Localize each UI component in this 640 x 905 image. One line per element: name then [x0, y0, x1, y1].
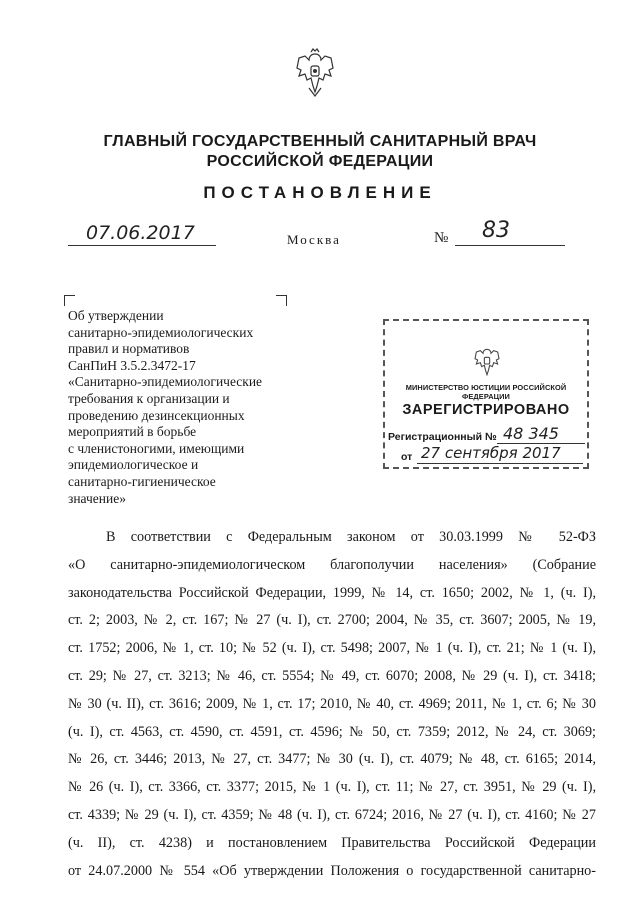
- body-line: ст. 1752; 2006, № 1, ст. 10; № 52 (ч. I), ст. 5498; 2007, № 1 (ч. I), ст. 21; № 1 (ч. I),: [68, 640, 596, 657]
- number-underline: [455, 245, 565, 246]
- stamp-reg-number: 48 345: [503, 424, 559, 443]
- subject-line: проведению дезинсекционных: [68, 407, 245, 423]
- subject-block: [68, 308, 308, 507]
- subject-line: санитарно-гигиеническое: [68, 473, 216, 489]
- body-line: «О санитарно-эпидемиологическом благополучии населения» (Собрание: [68, 556, 596, 573]
- stamp-date-underline: [417, 463, 583, 464]
- subject-line: значение»: [68, 490, 126, 506]
- body-line: ст. 4339; № 29 (ч. I), ст. 4359; № 48 (ч. I), ст. 6724; 2016, № 27 (ч. I), ст. 4160; № 27: [68, 806, 596, 823]
- body-text: [68, 524, 596, 885]
- subject-line: требования к организации и: [68, 390, 230, 406]
- number-sign: №: [434, 230, 449, 246]
- body-line: № 26, ст. 3446; 2013, № 27, ст. 3477; № 30 (ч. I), ст. 4079; № 48, ст. 6165; 2014,: [68, 751, 596, 768]
- registration-stamp: [383, 319, 589, 469]
- body-line: № 26 (ч. I), ст. 3366, ст. 3377; 2015, № 1 (ч. I), ст. 11; № 27, ст. 3951, № 29 (ч. I),: [68, 779, 596, 796]
- document-date: 07.06.2017: [86, 222, 195, 244]
- subject-line: правил и нормативов: [68, 341, 190, 357]
- stamp-registered: ЗАРЕГИСТРИРОВАНО: [402, 402, 570, 418]
- body-line: ст. 2; 2003, № 2, ст. 167; № 27 (ч. I), ст. 2700; 2004, № 35, ст. 3607; 2005, № 19,: [68, 612, 596, 629]
- body-line: ст. 29; № 27, ст. 3213; № 46, ст. 5554; № 49, ст. 6070; 2008, № 29 (ч. I), ст. 3418;: [68, 667, 596, 684]
- subject-line: «Санитарно-эпидемиологические: [68, 374, 263, 390]
- subject-line: мероприятий в борьбе: [68, 424, 197, 440]
- body-line: законодательства Российской Федерации, 1999, № 14, ст. 1650; 2002, № 1, (ч. I),: [68, 584, 596, 601]
- authority-title-line2: РОССИЙСКОЙ ФЕДЕРАЦИИ: [206, 153, 434, 170]
- stamp-emblem-icon: [471, 345, 503, 379]
- body-line: от 24.07.2000 № 554 «Об утверждении Положения о государственной санитарно-: [68, 862, 596, 879]
- subject-line: эпидемиологическое и: [68, 457, 199, 473]
- body-line: № 30 (ч. II), ст. 3616; 2009, № 1, ст. 17; 2010, № 40, ст. 4969; 2011, № 1, ст. 6; № 30: [68, 695, 596, 712]
- document-type: ПОСТАНОВЛЕНИЕ: [203, 183, 437, 202]
- stamp-reg-label: Регистрационный №: [388, 431, 497, 443]
- body-line: (ч. I), ст. 4563, ст. 4590, ст. 4591, ст. 4596; № 50, ст. 7359; 2012, № 24, ст. 3069;: [68, 723, 596, 740]
- body-line: (ч. II), ст. 4238) и постановлением Правительства Российской Федерации: [68, 834, 596, 851]
- subject-bracket-right: [276, 295, 287, 306]
- stamp-reg-date: 27 сентября 2017: [421, 444, 561, 462]
- subject-line: с членистоногими, имеющими: [68, 440, 245, 456]
- body-line: В соответствии с Федеральным законом от 30.03.1999 № 52-ФЗ: [106, 529, 596, 545]
- subject-bracket-left: [64, 295, 75, 306]
- date-underline: [68, 245, 216, 246]
- subject-line: Об утверждении: [68, 308, 164, 323]
- document-city: Москва: [287, 232, 341, 247]
- authority-title-line1: ГЛАВНЫЙ ГОСУДАРСТВЕННЫЙ САНИТАРНЫЙ ВРАЧ: [103, 133, 537, 150]
- subject-line: санитарно-эпидемиологических: [68, 324, 254, 340]
- subject-line: СанПиН 3.5.2.3472-17: [68, 357, 196, 373]
- stamp-ministry: МИНИСТЕРСТВО ЮСТИЦИИ РОССИЙСКОЙ ФЕДЕРАЦИИ: [405, 383, 567, 401]
- document-number: 83: [482, 218, 510, 243]
- stamp-from-label: от: [401, 451, 413, 463]
- coat-of-arms-icon: [291, 48, 339, 98]
